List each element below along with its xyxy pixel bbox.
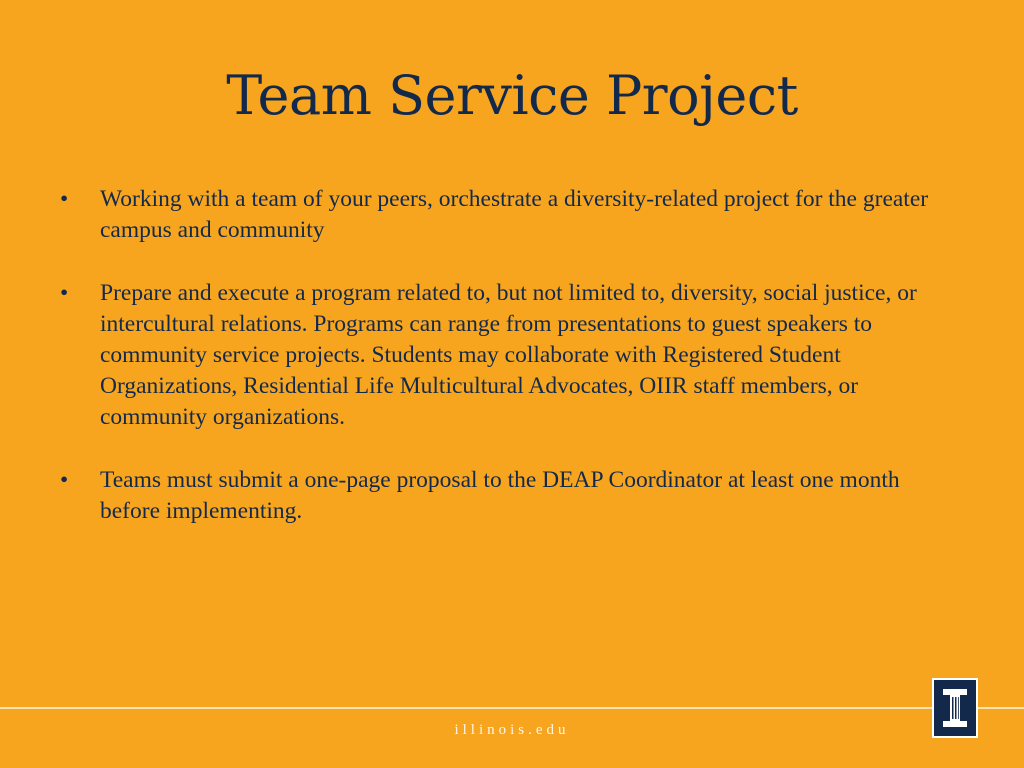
block-i-glyph — [934, 680, 976, 736]
bullet-list — [60, 184, 960, 559]
bullet-item — [60, 184, 960, 246]
bullet-marker: • — [60, 186, 69, 212]
bullet-text: Working with a team of your peers, orchestrate a diversity-related project for the greater campus and community — [100, 186, 929, 243]
bullet-marker: • — [60, 467, 69, 493]
footer-site-label: illinois.edu — [454, 722, 570, 738]
illinois-block-i-icon — [932, 678, 978, 738]
slide-title: Team Service Project — [226, 64, 798, 127]
bullet-marker: • — [60, 280, 69, 306]
bullet-text: Prepare and execute a program related to, but not limited to, diversity, social justice, or intercultural relations. Programs can range from presentations to guest speakers to community service projects. Students may collaborate with Registered Student Organizations, Residential Life Multicultural Advocates, OIIR staff members, or community organizations. — [100, 280, 917, 430]
footer-divider — [0, 707, 1024, 709]
bullet-item — [60, 465, 960, 527]
bullet-text: Teams must submit a one-page proposal to the DEAP Coordinator at least one month before implementing. — [100, 467, 900, 524]
bullet-item — [60, 278, 960, 433]
